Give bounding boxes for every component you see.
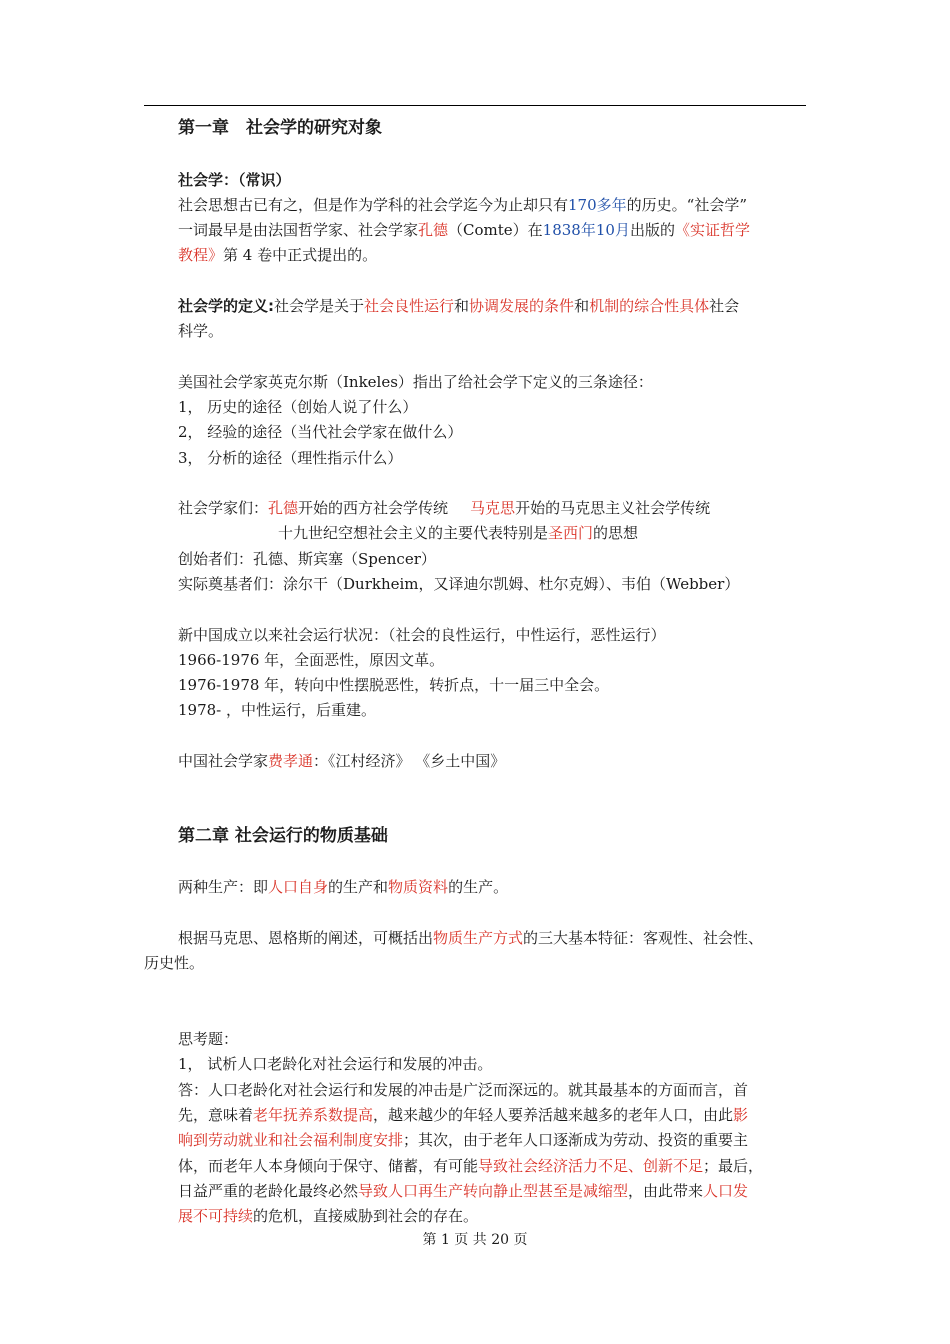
text: 的三大基本特征：客观性、社会性、 — [523, 929, 764, 947]
highlight: 协调发展的条件 — [469, 297, 575, 315]
production-line — [178, 877, 508, 897]
list-item: 1， 历史的途径（创始人说了什么） — [178, 398, 418, 416]
answer-line — [178, 1130, 748, 1150]
definition-line — [178, 296, 739, 316]
marx-line: 历史性。 — [144, 954, 205, 972]
text: 的思想 — [593, 524, 639, 542]
text: 开始的马克思主义社会学传统 — [515, 499, 711, 517]
year-unit: 多年 — [596, 196, 627, 214]
text: 第 4 卷中正式提出的。 — [223, 246, 378, 264]
date-year: 1838 — [542, 221, 581, 239]
text: 日益严重的老龄化最终必然 — [178, 1182, 359, 1200]
text: 和 — [454, 297, 470, 315]
answer-line — [178, 1156, 763, 1176]
text: ：《江村经济》 《乡土中国》 — [313, 752, 506, 770]
section-common-heading: 社会学：（常识） — [178, 171, 291, 189]
highlight: 影 — [733, 1106, 749, 1124]
text: 社会 — [709, 297, 740, 315]
date-month-unit: 月 — [614, 221, 630, 239]
text: 出版的 — [629, 221, 675, 239]
text: ；其次，由于老年人口逐渐成为劳动、投资的重要主 — [403, 1131, 749, 1149]
text: 根据马克思、恩格斯的阐述，可概括出 — [178, 929, 434, 947]
highlight: 机制的综合性具体 — [589, 297, 710, 315]
status-item: 1976-1978 年，转向中性摆脱恶性，转折点，十一届三中全会。 — [178, 676, 610, 694]
name-fei: 费孝通 — [268, 752, 314, 770]
book-title: 《实证哲学 — [675, 221, 751, 239]
text: 社会学家们： — [178, 499, 269, 517]
answer-line: 答：人口老龄化对社会运行和发展的冲击是广泛而深远的。就其最基本的方面而言，首 — [178, 1081, 749, 1099]
name-marx: 马克思 — [470, 499, 516, 517]
fei-line — [178, 751, 505, 771]
list-item: 2， 经验的途径（当代社会学家在做什么） — [178, 423, 463, 441]
status-item: 1978- ，中性运行，后重建。 — [178, 701, 377, 719]
text: 中国社会学家 — [178, 752, 269, 770]
text: 社会学是关于 — [274, 297, 365, 315]
text: 两种生产：即 — [178, 878, 269, 896]
header-rule — [144, 105, 806, 106]
text: 的危机，直接威胁到社会的存在。 — [253, 1207, 479, 1225]
sociologists-line — [278, 523, 638, 543]
text: ，越来越少的年轻人要养活越来越多的老年人口，由此 — [373, 1106, 734, 1124]
sociologists-line — [178, 498, 710, 518]
definition-label: 社会学的定义: — [178, 297, 274, 315]
highlight: 响到劳动就业和社会福利制度安排 — [178, 1131, 404, 1149]
name-saint-simon: 圣西门 — [548, 524, 594, 542]
inkeles-line: 美国社会学家英克尔斯（Inkeles）指出了给社会学下定义的三条途径： — [178, 373, 653, 391]
founders-line: 创始者们：孔德、斯宾塞（Spencer） — [178, 550, 436, 568]
date-month: 10 — [595, 221, 615, 239]
text: 的历史。“社会学” — [626, 196, 748, 214]
question: 1， 试析人口老龄化对社会运行和发展的冲击。 — [178, 1055, 493, 1073]
highlight: 展不可持续 — [178, 1207, 254, 1225]
highlight: 人口发 — [703, 1182, 749, 1200]
name-comte: 孔德 — [418, 221, 449, 239]
year-count: 170 — [568, 196, 597, 214]
think-heading: 思考题： — [178, 1030, 239, 1048]
chapter-2-title: 第二章 社会运行的物质基础 — [178, 826, 388, 846]
answer-line — [178, 1206, 478, 1226]
text: 先，意味着 — [178, 1106, 254, 1124]
paragraph-line — [178, 245, 377, 265]
builders-line: 实际奠基者们：涂尔干（Durkheim，又译迪尔凯姆、杜尔克姆）、韦伯（Webber） — [178, 575, 740, 593]
highlight: 物质资料 — [388, 878, 449, 896]
highlight: 物质生产方式 — [433, 929, 524, 947]
status-line: 新中国成立以来社会运行状况：（社会的良性运行，中性运行，恶性运行） — [178, 626, 666, 644]
name-comte: 孔德 — [268, 499, 299, 517]
paragraph-line — [178, 195, 747, 215]
highlight: 导致人口再生产转向静止型甚至是减缩型 — [358, 1182, 629, 1200]
text: 开始的西方社会学传统 — [298, 499, 449, 517]
text: 和 — [574, 297, 590, 315]
highlight: 老年抚养系数提高 — [253, 1106, 374, 1124]
text: 体，而老年人本身倾向于保守、储蓄，有可能 — [178, 1157, 479, 1175]
text: ；最后， — [703, 1157, 764, 1175]
definition-line: 科学。 — [178, 322, 224, 340]
highlight: 导致社会经济活力不足、创新不足 — [478, 1157, 704, 1175]
text: 十九世纪空想社会主义的主要代表特别是 — [278, 524, 549, 542]
list-item: 3， 分析的途径（理性指示什么） — [178, 449, 403, 467]
text: （Comte）在 — [448, 221, 543, 239]
text: 的生产。 — [448, 878, 509, 896]
answer-line — [178, 1105, 748, 1125]
answer-line — [178, 1181, 748, 1201]
text: 一词最早是由法国哲学家、社会学家 — [178, 221, 419, 239]
text: ，由此带来 — [628, 1182, 704, 1200]
date-year-unit: 年 — [580, 221, 596, 239]
book-title: 教程》 — [178, 246, 224, 264]
marx-line — [178, 928, 763, 948]
text: 社会思想古已有之，但是作为学科的社会学迄今为止却只有 — [178, 196, 569, 214]
highlight: 社会良性运行 — [364, 297, 455, 315]
page-footer: 第 1 页 共 20 页 — [422, 1232, 528, 1248]
text: 的生产和 — [328, 878, 389, 896]
paragraph-line — [178, 220, 750, 240]
highlight: 人口自身 — [268, 878, 329, 896]
status-item: 1966-1976 年，全面恶性，原因文革。 — [178, 651, 445, 669]
chapter-1-title: 第一章 社会学的研究对象 — [178, 118, 382, 138]
